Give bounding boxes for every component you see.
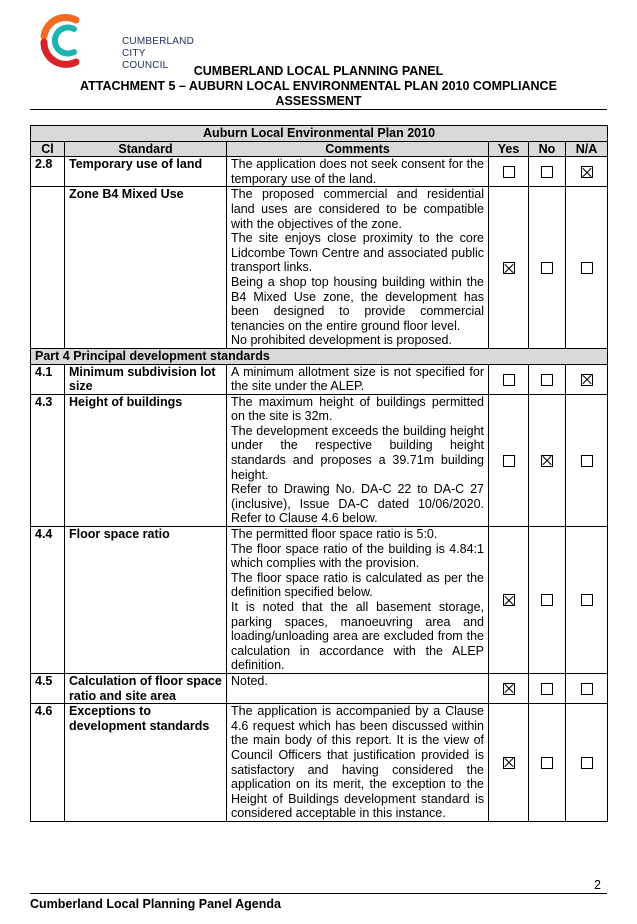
comment-paragraph: The application is accompanied by a Clause 4.6 request which has been discussed within the main body of this report. It is the view of Council Officers that justification provided is satisfactory and having considered the application on its merit, the exception to the Height of Buildings development standard is considered acceptable in this instance.	[231, 704, 484, 821]
comment-paragraph: The proposed commercial and residential land uses are considered to be compatible with the objectives of the zone.	[231, 187, 484, 231]
cell-na	[566, 673, 608, 703]
clause-number: 4.6	[31, 704, 65, 822]
comments-cell	[227, 704, 489, 822]
comment-paragraph: The application does not seek consent for the temporary use of the land.	[231, 157, 484, 186]
checkbox-no-unchecked[interactable]	[541, 757, 553, 769]
checkbox-na-unchecked[interactable]	[581, 757, 593, 769]
standard-name: Calculation of floor space ratio and site area	[65, 673, 227, 703]
standard-name: Temporary use of land	[65, 157, 227, 187]
table-row	[31, 157, 608, 187]
logo-line-2: CITY COUNCIL	[122, 48, 169, 71]
column-standard: Standard	[65, 141, 227, 157]
checkbox-yes-checked[interactable]	[503, 262, 515, 274]
clause-number: 4.1	[31, 364, 65, 394]
comments-cell	[227, 157, 489, 187]
cell-yes	[489, 187, 529, 349]
cell-no	[529, 704, 566, 822]
comments-cell	[227, 527, 489, 674]
comment-paragraph: It is noted that the all basement storage, parking spaces, manoeuvring area and loading/unloading area are excluded from the calculation in accordance with the ALEP definition.	[231, 600, 484, 673]
standard-name: Zone B4 Mixed Use	[65, 187, 227, 349]
clause-number: 4.3	[31, 394, 65, 526]
table-row	[31, 527, 608, 674]
comments-cell	[227, 673, 489, 703]
column-yes: Yes	[489, 141, 529, 157]
checkbox-yes-checked[interactable]	[503, 683, 515, 695]
checkbox-yes-unchecked[interactable]	[503, 166, 515, 178]
comment-paragraph: Being a shop top housing building within the B4 Mixed Use zone, the development has been designed to provide commercial tenancies on the entire ground floor level.	[231, 274, 484, 333]
column-header-row	[31, 141, 608, 157]
checkbox-no-unchecked[interactable]	[541, 683, 553, 695]
cell-na	[566, 157, 608, 187]
checkbox-yes-checked[interactable]	[503, 594, 515, 606]
clause-number: 4.4	[31, 527, 65, 674]
checkbox-yes-unchecked[interactable]	[503, 455, 515, 467]
council-logo	[36, 12, 195, 71]
comment-paragraph: No prohibited development is proposed.	[231, 333, 452, 348]
cell-na	[566, 187, 608, 349]
checkbox-no-unchecked[interactable]	[541, 594, 553, 606]
standard-name: Exceptions to development standards	[65, 704, 227, 822]
cell-no	[529, 157, 566, 187]
cell-yes	[489, 527, 529, 674]
standard-name: Height of buildings	[65, 394, 227, 526]
standard-name: Floor space ratio	[65, 527, 227, 674]
table-body	[31, 157, 608, 822]
table-row	[31, 364, 608, 394]
header-line-3: ASSESSMENT	[275, 94, 362, 108]
cell-no	[529, 187, 566, 349]
header-divider	[30, 109, 607, 110]
cell-na	[566, 394, 608, 526]
comment-paragraph: A minimum allotment size is not specified for the site under the ALEP.	[231, 364, 484, 394]
checkbox-na-unchecked[interactable]	[581, 594, 593, 606]
table-row	[31, 673, 608, 703]
checkbox-yes-checked[interactable]	[503, 757, 515, 769]
checkbox-na-unchecked[interactable]	[581, 455, 593, 467]
cell-na	[566, 364, 608, 394]
comments-cell	[227, 187, 489, 349]
council-logo-mark	[36, 12, 92, 68]
clause-number: 2.8	[31, 157, 65, 187]
cell-no	[529, 673, 566, 703]
checkbox-no-checked[interactable]	[541, 455, 553, 467]
column-cl: Cl	[31, 141, 65, 157]
section-heading: Part 4 Principal development standards	[31, 348, 608, 364]
comment-paragraph: The development exceeds the building height under the respective building height standards and proposes a 39.71m building height.	[231, 423, 484, 482]
comment-paragraph: The maximum height of buildings permitted on the site is 32m.	[231, 394, 484, 424]
logo-line-1: CUMBERLAND	[122, 36, 195, 47]
compliance-table	[30, 125, 608, 822]
comment-paragraph: Noted.	[231, 673, 268, 688]
comment-paragraph: Refer to Drawing No. DA-C 22 to DA-C 27 (inclusive), Issue DA-C dated 10/06/2020. Refer to Clause 4.6 below.	[231, 482, 484, 526]
column-no: No	[529, 141, 566, 157]
comments-cell	[227, 394, 489, 526]
standard-name: Minimum subdivision lot size	[65, 364, 227, 394]
table-row	[31, 394, 608, 526]
header-line-2: ATTACHMENT 5 – AUBURN LOCAL ENVIRONMENTAL PLAN 2010 COMPLIANCE	[80, 79, 557, 93]
comment-paragraph: The site enjoys close proximity to the core Lidcombe Town Centre and associated public transport links.	[231, 231, 484, 275]
page-number: 2	[594, 878, 601, 892]
comments-cell	[227, 364, 489, 394]
checkbox-na-checked[interactable]	[581, 166, 593, 178]
cell-no	[529, 527, 566, 674]
comment-paragraph: The permitted floor space ratio is 5:0.	[231, 527, 438, 542]
cell-yes	[489, 364, 529, 394]
clause-number: 4.5	[31, 673, 65, 703]
checkbox-no-unchecked[interactable]	[541, 374, 553, 386]
cell-na	[566, 704, 608, 822]
checkbox-na-checked[interactable]	[581, 374, 593, 386]
table-row	[31, 704, 608, 822]
table-title: Auburn Local Environmental Plan 2010	[31, 126, 608, 142]
checkbox-yes-unchecked[interactable]	[503, 374, 515, 386]
clause-number	[31, 187, 65, 349]
comment-paragraph: The floor space ratio of the building is 4.84:1 which complies with the provision.	[231, 541, 484, 571]
column-comments: Comments	[227, 141, 489, 157]
checkbox-no-unchecked[interactable]	[541, 262, 553, 274]
cell-yes	[489, 704, 529, 822]
comment-paragraph: The floor space ratio is calculated as per the definition specified below.	[231, 570, 484, 600]
checkbox-na-unchecked[interactable]	[581, 683, 593, 695]
section-row	[31, 348, 608, 364]
cell-yes	[489, 157, 529, 187]
column-na: N/A	[566, 141, 608, 157]
cell-yes	[489, 673, 529, 703]
footer-text: Cumberland Local Planning Panel Agenda	[30, 897, 281, 911]
checkbox-no-unchecked[interactable]	[541, 166, 553, 178]
footer-divider	[30, 893, 607, 894]
cell-no	[529, 394, 566, 526]
table-row	[31, 187, 608, 349]
cell-no	[529, 364, 566, 394]
header-line-1: CUMBERLAND LOCAL PLANNING PANEL	[193, 64, 444, 78]
cell-na	[566, 527, 608, 674]
cell-yes	[489, 394, 529, 526]
checkbox-na-unchecked[interactable]	[581, 262, 593, 274]
